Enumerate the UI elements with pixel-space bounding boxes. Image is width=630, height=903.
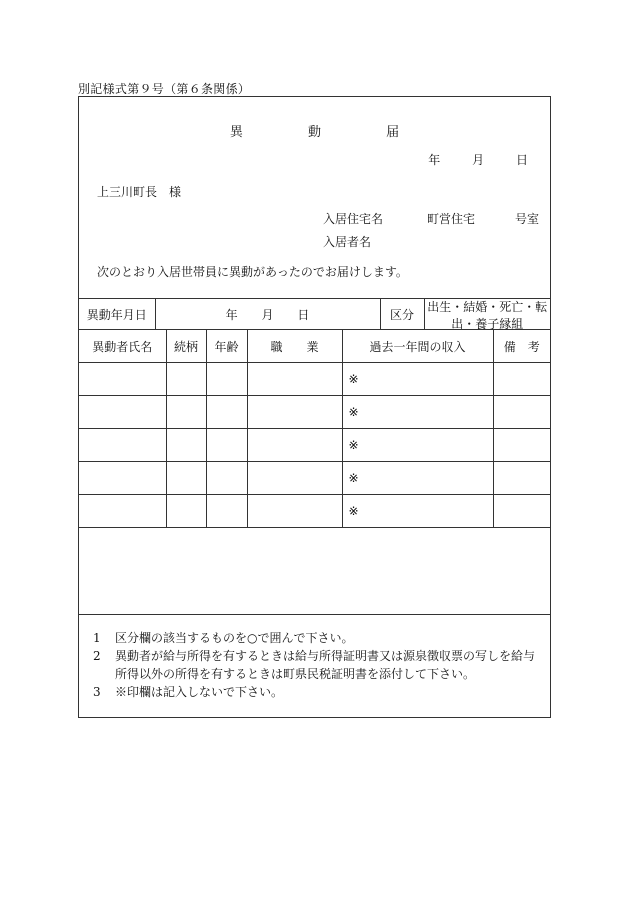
age-cell[interactable] — [206, 363, 247, 396]
header-age: 年齢 — [206, 330, 247, 363]
age-cell[interactable] — [206, 396, 247, 429]
form-number: 別記様式第９号（第６条関係） — [78, 82, 251, 96]
relation-cell[interactable] — [166, 495, 206, 528]
resident-name-label: 入居者名 — [323, 235, 372, 249]
notes-section — [79, 615, 550, 714]
relation-cell[interactable] — [166, 363, 206, 396]
remarks-cell[interactable] — [493, 429, 550, 462]
note-1-number: 1 — [93, 631, 101, 645]
note-3-text: ※印欄は記入しないで下さい。 — [115, 685, 284, 699]
name-cell[interactable] — [79, 396, 166, 429]
income-cell: ※ — [342, 363, 493, 396]
age-cell[interactable] — [206, 429, 247, 462]
member-table — [79, 329, 550, 713]
change-day: 日 — [297, 308, 310, 322]
date-day: 日 — [515, 153, 528, 167]
category-cell — [380, 299, 550, 331]
remarks-cell[interactable] — [493, 363, 550, 396]
name-cell[interactable] — [79, 429, 166, 462]
header-relation: 続柄 — [166, 330, 206, 363]
note-1-text: 区分欄の該当するものを○で囲んで下さい。 — [115, 631, 354, 645]
header-name: 異動者氏名 — [79, 330, 166, 363]
housing-label: 入居住宅名 — [323, 212, 384, 226]
note-2 — [93, 647, 540, 683]
name-cell[interactable] — [79, 363, 166, 396]
table-row — [79, 495, 550, 528]
note-3-number: 3 — [93, 685, 101, 699]
table-row — [79, 462, 550, 495]
addressee-name: 上三川町長 — [97, 185, 158, 199]
notice-text: 次のとおり入居世帯員に異動があったのでお届けします。 — [97, 265, 408, 279]
note-1 — [93, 629, 540, 647]
addressee — [97, 183, 181, 200]
addressee-honorific: 様 — [169, 185, 182, 199]
note-2-number: 2 — [93, 649, 101, 663]
table-row — [79, 363, 550, 396]
remarks-cell[interactable] — [493, 396, 550, 429]
income-cell: ※ — [342, 429, 493, 462]
table-row — [79, 429, 550, 462]
note-2-text: 異動者が給与所得を有するときは給与所得証明書又は源泉徴収票の写しを給与所得以外の所得を有するときは町県民税証明書を添付して下さい。 — [115, 649, 536, 681]
housing-value: 町営住宅 — [427, 212, 476, 226]
category-label: 区分 — [381, 299, 425, 330]
table-row — [79, 396, 550, 429]
change-date-field[interactable] — [155, 299, 380, 331]
occupation-cell[interactable] — [247, 462, 342, 495]
header-income: 過去一年間の収入 — [342, 330, 493, 363]
date-month: 月 — [472, 153, 485, 167]
occupation-cell[interactable] — [247, 396, 342, 429]
remarks-cell[interactable] — [493, 495, 550, 528]
housing-line — [323, 210, 539, 227]
income-cell: ※ — [342, 462, 493, 495]
remarks-cell[interactable] — [493, 462, 550, 495]
age-cell[interactable] — [206, 462, 247, 495]
change-month: 月 — [261, 308, 274, 322]
name-cell[interactable] — [79, 495, 166, 528]
relation-cell[interactable] — [166, 396, 206, 429]
title-char-1: 異 — [229, 125, 243, 140]
age-cell[interactable] — [206, 495, 247, 528]
blank-area[interactable] — [79, 528, 550, 615]
name-cell[interactable] — [79, 462, 166, 495]
income-cell: ※ — [342, 495, 493, 528]
title-char-2: 動 — [307, 125, 321, 140]
occupation-cell[interactable] — [247, 363, 342, 396]
change-date-label: 異動年月日 — [79, 299, 155, 331]
date-year: 年 — [428, 153, 441, 167]
relation-cell[interactable] — [166, 429, 206, 462]
income-cell: ※ — [342, 396, 493, 429]
note-3 — [93, 683, 540, 701]
change-table — [79, 298, 550, 330]
occupation-cell[interactable] — [247, 429, 342, 462]
title-char-3: 届 — [386, 125, 400, 140]
category-options[interactable]: 出生・結婚・死亡・転出・養子縁組 — [427, 299, 548, 331]
header-remarks: 備 考 — [493, 330, 550, 363]
relation-cell[interactable] — [166, 462, 206, 495]
occupation-cell[interactable] — [247, 495, 342, 528]
submission-date — [400, 151, 528, 168]
change-year: 年 — [225, 308, 238, 322]
form-frame — [78, 96, 551, 718]
form-title — [79, 121, 550, 140]
room-label: 号室 — [515, 212, 540, 226]
header-occupation: 職 業 — [247, 330, 342, 363]
